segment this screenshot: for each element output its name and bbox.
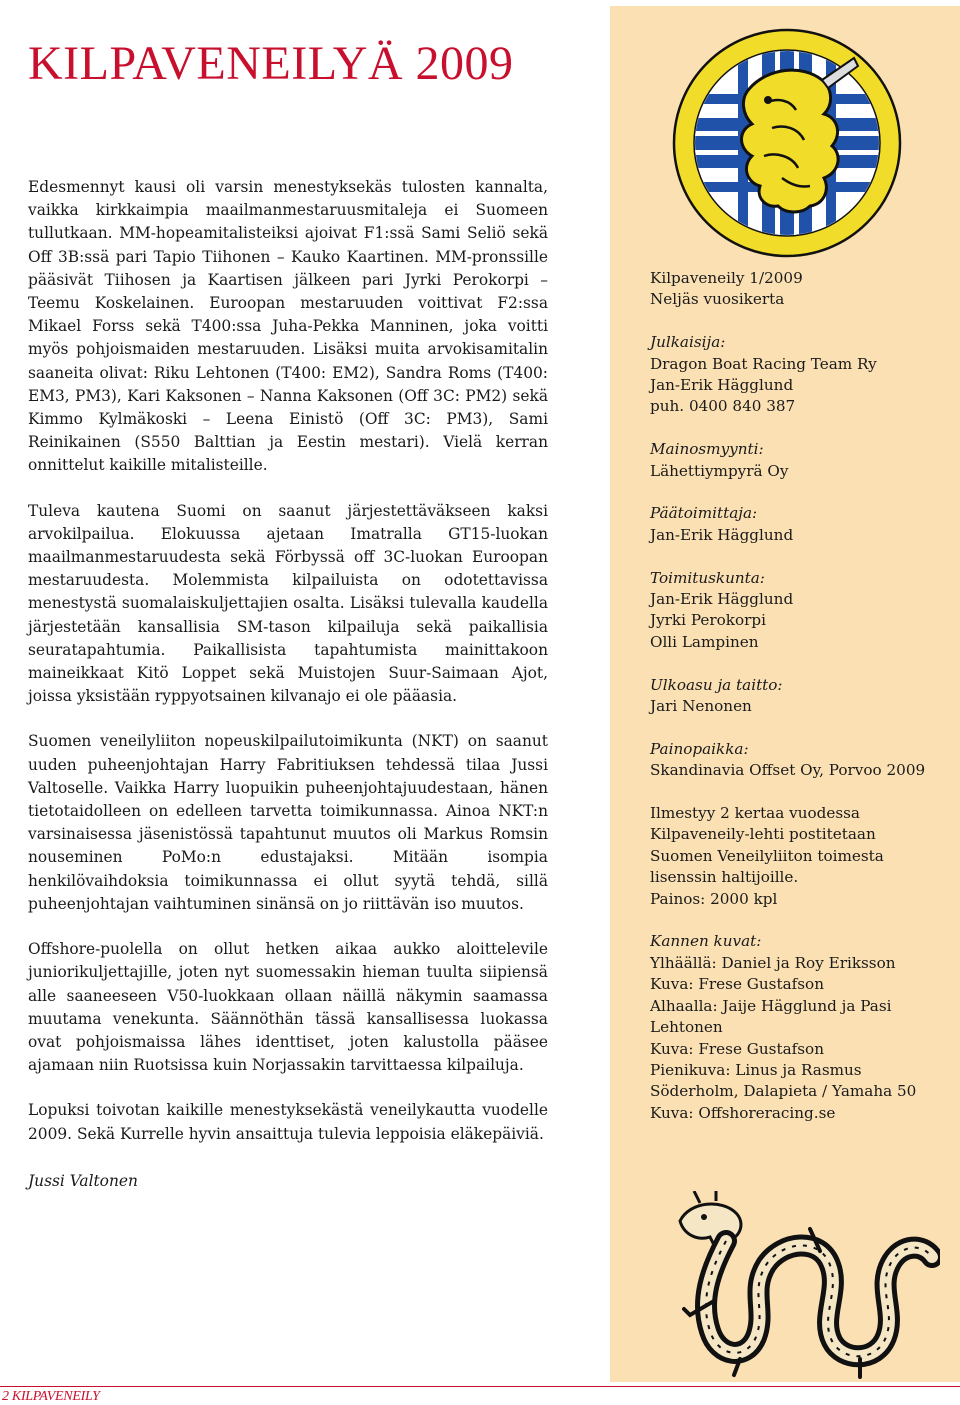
cover-line: Kuva: Frese Gustafson (650, 1039, 824, 1058)
cover-line: Kuva: Offshoreracing.se (650, 1103, 836, 1122)
cover-line: Pienikuva: Linus ja Rasmus Söderholm, Dalapieta / Yamaha 50 (650, 1060, 917, 1101)
volume-line: Neljäs vuosikerta (650, 290, 785, 309)
dragon-logo-icon (670, 1191, 940, 1381)
staff-label: Toimituskunta: (650, 568, 765, 587)
layout-label: Ulkoasu ja taitto: (650, 675, 783, 694)
info-line: Suomen Veneilyliiton toimesta (650, 846, 884, 865)
cover-label: Kannen kuvat: (650, 932, 762, 951)
footer-rule (0, 1386, 960, 1387)
publisher-line: puh. 0400 840 387 (650, 397, 796, 416)
colophon-sidebar (610, 6, 960, 1382)
staff-line: Olli Lampinen (650, 632, 759, 651)
colophon (650, 268, 948, 1146)
sales-value: Lähettiympyrä Oy (650, 461, 789, 480)
cover-block (650, 931, 948, 1124)
paragraph: Suomen veneilyliiton nopeuskilpailutoimikunta (NKT) on saanut uuden puheenjohtajan Harry Fabritiuksen tehdessä tilaa Jussi Valtoselle. Vaikka Harry luopuikin puheenjohtajuudestaan, hänen tietotaidolleen on edelleen tarvetta toimikunnassa. Ainoa NKT:n varsinaisessa jäsenistössä tapahtunut muutos oli Markus Romsin nouseminen PoMo:n edustajaksi. Mitään isompia henkilövaihdoksia toimikunnassa ei ollut syytä tehdä, sillä puheenjohtajan vaihtuminen sinänsä on jo riittävän iso muutos. (28, 732, 548, 913)
sales-label: Mainosmyynti: (650, 440, 764, 459)
info-line: Kilpaveneily-lehti postitetaan (650, 825, 876, 844)
cover-line: Ylhäällä: Daniel ja Roy Eriksson (650, 953, 896, 972)
finnish-lion-emblem-icon (672, 28, 902, 258)
info-line: Ilmestyy 2 kertaa vuodessa (650, 804, 860, 823)
publisher-line: Dragon Boat Racing Team Ry (650, 354, 877, 373)
author-signature: Jussi Valtonen (28, 1172, 138, 1190)
article-body (28, 176, 548, 1168)
layout-value: Jari Nenonen (650, 697, 752, 716)
info-block (650, 803, 948, 910)
article-title: KILPAVENEILYÄ 2009 (28, 37, 514, 90)
paragraph: Tuleva kautena Suomi on saanut järjestettäväkseen kaksi arvokilpailua. Elokuussa ajetaan Imatralla GT15-luokan maailmanmestaruudesta sekä Förbyssä off 3C-luokan Euroopan mestaruudesta. Molemmista kilpailuista on odotettavissa menestystä suomalaiskuljettajien osalta. Lisäksi tulevalla kaudella järjestetään kansallisia SM-tason kilpailuja sekä paikallisia seuratapahtumia. Paikallisista tapahtumista mainittakoon maineikkaat Kitö Loppet sekä Muistojen Suur-Saimaan Ajot, joissa yksistään ryppyotsainen kilvanajo ei ole pääasia. (28, 501, 548, 706)
staff-line: Jan-Erik Hägglund (650, 590, 794, 609)
paragraph: Offshore-puolella on ollut hetken aikaa aukko aloittelevile juniorikuljettajille, joten nyt suomessakin hieman tuulta siipiensä alle saaneeseen V50-luokkaan ollaan näillä näkymin saamassa muutama venekunta. Säännöthän tässä kansallisessa luokassa ovat pohjoismaissa lähes identtiset, joten kalustolla pääsee ajamaan niin Ruotsissa kuin Norjassakin tarvittaessa kilpailuja. (28, 940, 548, 1075)
paragraph: Lopuksi toivotan kaikille menestyksekästä veneilykautta vuodelle 2009. Sekä Kurrelle hyvin ansaittuja tulevia leppoisia eläkepäiviä. (28, 1101, 548, 1143)
cover-line: Kuva: Frese Gustafson (650, 975, 824, 994)
publisher-label: Julkaisija: (650, 333, 726, 352)
editor-label: Päätoimittaja: (650, 504, 758, 523)
paragraph: Edesmennyt kausi oli varsin menestyksekäs tulosten kannalta, vaikka kirkkaimpia maailmanmestaruusmitaleja ei Suomeen tullutkaan. MM-hopeamitalisteiksi ajoivat F1:ssä Sami Seliö sekä Off 3B:ssä pari Tapio Tiihonen – Kauko Kaartinen. MM-pronssille pääsivät Tiihosen ja Kaartisen jälkeen pari Jyrki Perokorpi – Teemu Koskelainen. Euroopan mestaruuden voittivat F2:ssa Mikael Forss sekä T400:ssa Juha-Pekka Manninen, joka voitti myös pohjoismaiden mestaruuden. Lisäksi muita arvokisamitalin saaneita olivat: Riku Lehtonen (T400: EM2), Sandra Roms (T400: EM3, PM3), Kari Kaksonen – Nanna Kaksonen (Off 3C: PM2) sekä Kimmo Kylmäkoski – Leena Einistö (Off 3C: PM3), Sami Reinikainen (S550 Balttian ja Eestin mestari). Vielä kerran onnittelut kaikille mitalisteille. (28, 178, 548, 475)
editor-value: Jan-Erik Hägglund (650, 525, 794, 544)
editor-block (650, 503, 948, 546)
page-footer (0, 1386, 960, 1405)
staff-block (650, 568, 948, 654)
publisher-line: Jan-Erik Hägglund (650, 376, 794, 395)
print-block (650, 739, 948, 782)
issue-info (650, 268, 948, 311)
info-line: Painos: 2000 kpl (650, 889, 778, 908)
print-label: Painopaikka: (650, 739, 749, 758)
print-value: Skandinavia Offset Oy, Porvoo 2009 (650, 761, 926, 780)
issue-line: Kilpaveneily 1/2009 (650, 269, 803, 287)
staff-line: Jyrki Perokorpi (650, 611, 766, 630)
sales-block (650, 439, 948, 482)
layout-block (650, 675, 948, 718)
cover-line: Alhaalla: Jaije Hägglund ja Pasi Lehtonen (650, 996, 892, 1037)
page-number-label: 2 KILPAVENEILY (2, 1389, 100, 1404)
info-line: lisenssin haltijoille. (650, 868, 799, 887)
publisher-block (650, 332, 948, 418)
